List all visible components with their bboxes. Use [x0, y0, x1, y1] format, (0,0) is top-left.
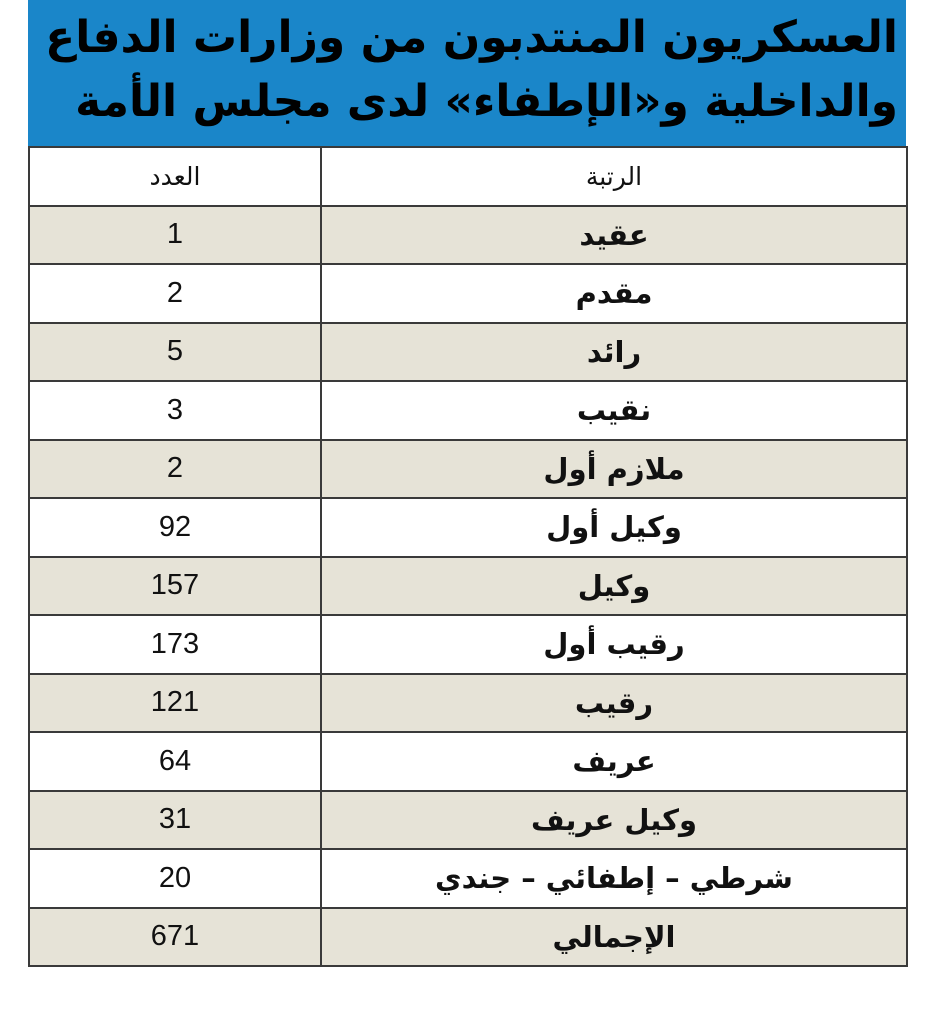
table-row [29, 791, 907, 850]
count-cell: 20 [29, 849, 321, 908]
count-cell: 1 [29, 206, 321, 265]
count-cell: 31 [29, 791, 321, 850]
table-row [29, 498, 907, 557]
rank-cell: نقيب [321, 381, 907, 440]
title-band [28, 0, 906, 146]
count-cell: 121 [29, 674, 321, 733]
title-line-1: العسكريون المنتدبون من وزارات الدفاع [45, 12, 898, 63]
table-row [29, 264, 907, 323]
table-row [29, 381, 907, 440]
count-cell: 2 [29, 440, 321, 499]
table-row [29, 440, 907, 499]
table-row [29, 674, 907, 733]
title-line-2: والداخلية و«الإطفاء» لدى مجلس الأمة [75, 76, 898, 127]
infographic-frame [28, 0, 906, 1012]
count-cell: 3 [29, 381, 321, 440]
count-cell: 5 [29, 323, 321, 382]
count-cell: 64 [29, 732, 321, 791]
ranks-table [28, 146, 908, 967]
rank-header: الرتبة [321, 147, 907, 206]
rank-cell: عريف [321, 732, 907, 791]
table-row [29, 615, 907, 674]
rank-cell: وكيل [321, 557, 907, 616]
table-row [29, 732, 907, 791]
rank-cell: وكيل أول [321, 498, 907, 557]
rank-cell: عقيد [321, 206, 907, 265]
rank-cell: مقدم [321, 264, 907, 323]
count-header: العدد [29, 147, 321, 206]
rank-cell: وكيل عريف [321, 791, 907, 850]
table-row [29, 206, 907, 265]
rank-cell: ملازم أول [321, 440, 907, 499]
rank-cell: رقيب [321, 674, 907, 733]
count-cell: 92 [29, 498, 321, 557]
table-total-row [29, 908, 907, 967]
table-row [29, 557, 907, 616]
count-cell: 173 [29, 615, 321, 674]
total-count-cell: 671 [29, 908, 321, 967]
table-row [29, 323, 907, 382]
table-header-row [29, 147, 907, 206]
count-cell: 2 [29, 264, 321, 323]
total-label-cell: الإجمالي [321, 908, 907, 967]
rank-cell: شرطي – إطفائي – جندي [321, 849, 907, 908]
rank-cell: رقيب أول [321, 615, 907, 674]
table-row [29, 849, 907, 908]
rank-cell: رائد [321, 323, 907, 382]
count-cell: 157 [29, 557, 321, 616]
